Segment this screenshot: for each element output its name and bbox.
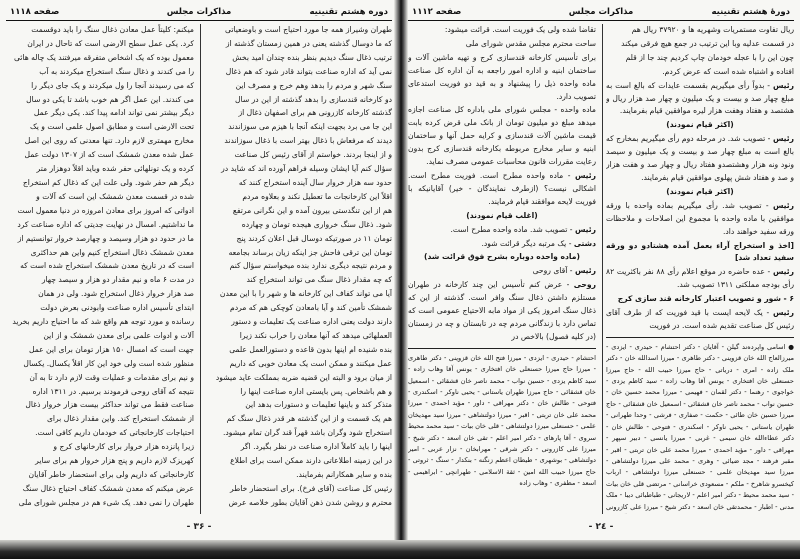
speaker-text: - تصویب شد. رأی میگیریم بماده واحده با ورقه موافقین با ماده واحده با مجموع این اصلاحات و ملاحظات ورقه سفید خواهند داد.: [606, 200, 794, 236]
text-line: را می کندند و ذغال سنگ استخراج میکردند به آب: [39, 66, 194, 76]
speaker-text: - بدواً رأی میگیریم بقسمت عایدات که بالغ است به مبلغ چهار صد و بیست و یک میلیون و چهار صد هزار ریال و هشتصد و هفتاد وهفت هزار لیره موافقین قیام بفرمایند.: [606, 80, 794, 116]
speaker-text: - تصویب شد. ماده واحده مطرح است.: [450, 224, 575, 234]
text-line: صناعت فقط می تواند حداکثر بیست هزار خروار ذغال: [25, 400, 194, 410]
text-line: تومان این ترقی فاحش جز اینکه زیان برساند بجامعه: [228, 247, 392, 257]
text-line: که می رسیدند آنجا را ول میکردند و یک جای دیگر را: [31, 80, 194, 90]
text-line: متذکر کند و باینها تعلیمات و دستورات بدهد این: [245, 400, 392, 410]
text-line: آیا می تواند کفاف این کارخانه ها و شهر را با این معدن: [219, 289, 392, 299]
page-label: صفحه ۱۱۱۲: [412, 7, 462, 17]
text-line: است که در تاریخ معدن شمشک استخراج شده است که: [20, 261, 194, 271]
text-line: دیگر بیشتر نمی تواند ادامه پیدا کند. یکی دیگر عمل: [33, 108, 194, 118]
text-line: و هم باشخاص. پس بایستی اداره صناعت اینها را: [240, 386, 392, 396]
text-line: نمی آید که اداره صناعت بتواند قادر شود که هم ذغال: [225, 66, 392, 76]
paragraph: تقاضا شده ولی یک فوریت است. قرائت میشود:: [444, 25, 596, 34]
speaker-name: دشتی: [573, 238, 596, 248]
text-line: و مردم نتیجه دیگری ندارد بنده میخواستم سؤال کنم: [229, 261, 392, 271]
text-line: احتیاجات کارخانجاتی که خودمان داریم کافی است.: [35, 428, 194, 438]
page-number: - ۲٤ -: [588, 522, 614, 532]
text-line: این جا می برد بجهت اینکه آنجا با هیزم می سوزاندند: [228, 122, 392, 132]
text-line: از میان برود و البته این قضیه ضربه بمملکت عاید میشود: [215, 372, 392, 382]
page-label: صفحه ۱۱۱۸: [10, 7, 60, 17]
publication-title: مذاکرات مجلس: [166, 7, 232, 17]
text-line: بنده شنیده ام اینها بدون قاعده و دستورالعمل علمی: [229, 344, 392, 354]
text-line: معدن شمشک ذغال استخراج کنیم واین هم حداکثری: [30, 247, 194, 257]
text-line: ادواتی که امروز برای معادن امروزه در دنیا معمول است: [17, 205, 194, 215]
speaker-paragraph: [408, 224, 596, 237]
text-line: دیدند که مرفعاش با ذغال بهتر است با ذغال سوزاندند: [224, 136, 392, 146]
text-line: که ما دوسال گذشته یعنی در همین زمستان گذشته از: [225, 38, 392, 48]
text-line: دو کارخانه قندسازی را بدهد گذشته از این در سال: [235, 94, 392, 104]
text-line: کهریزک لازم داریم و پنج هزار خروار هم برای سایر: [35, 456, 194, 466]
speaker-text: - تصویب شد. در مرحله دوم رأی میگیریم بمخارج که بالغ است به مبلغ چهار صد و بیست و یک میلیون و سیصد ونود ونه هزار وهشتصدو هفتاد ریال و چهار صد و هفت هزار و صد و هفتاد شش پهلوی موافقین قیام بفرمایند.: [606, 134, 794, 182]
text-line: کرد. یکی عمل سطح الارضی است که تاحال در ایران: [27, 38, 194, 48]
text-line: نتیجه که آقای روحی فرمودند برسیم. در ۱۳۱۱ اداره: [32, 386, 194, 396]
speaker-name: رئیس: [772, 308, 794, 318]
right-page-column-left: [408, 24, 596, 514]
text-line: عرض میکنم که معدن شمشک کفاف احتیاج ذغال سنگ: [22, 483, 194, 493]
text-line: شمشک تأمین کند و آیا بامعادن کوچکی هم که مردم: [230, 303, 392, 313]
text-line: معمول بوده که یک اشخاص متفرقه میرفتند یک چاله هائی: [13, 52, 194, 62]
speaker-text: - یک مرتبه دیگر قرائت شود.: [481, 238, 574, 248]
scan-edge-shadow: [0, 540, 800, 559]
speaker-paragraph: [606, 266, 794, 292]
text-line: العملهائی میدهد که آنها معادن را خراب نکند زیرا: [239, 330, 392, 340]
text-line: رئیس کل صناعت (آقای فرخ). برای استحضار خاطر: [230, 483, 392, 493]
stage-direction: (اکثر قیام نمودند): [666, 120, 734, 130]
right-page-columns: [408, 24, 794, 514]
session-label: دورهٔ هشتم تقنینیه: [711, 7, 790, 17]
right-page-header: [408, 6, 794, 21]
speaker-paragraph: [408, 279, 596, 344]
speaker-paragraph: [606, 307, 794, 333]
speaker-name: رئیس: [772, 80, 794, 90]
text-line: صد هزار خروار ذغال استخراج شود. ولی در همان: [38, 289, 194, 299]
text-line: تومان ۱۱ در صورتیکه دوسال قبل اعلان کردند پنج: [236, 233, 392, 243]
speaker-paragraph: [606, 200, 794, 239]
speaker-name: رئیس: [574, 170, 596, 180]
speaker-text: - ماده واحده مطرح است. فوریت مطرح است. اشکالی نیست؟ (ازطرف نمایندگان - خیر) آقایانیکه با فوریت لایحه موافقند قیام فرمایند.: [408, 170, 596, 206]
text-line: ابتدای تأسیس اداره صناعت وابودنی بعرض دولت: [40, 303, 194, 313]
text-line: جهت است که امسال ۱۵۰ هزار تومان برای این عمل: [28, 344, 194, 354]
text-line: حدود سه هزار خروار سال آینده استخراج کنند که: [238, 177, 392, 187]
text-line: تحت الارضی است و مطابق اصول علمی است و یک: [29, 122, 194, 132]
speaker-text: - عرض کنم تأسیس این چند کارخانه در طهران مستلزم داشتن ذغال سنگ وافر است. گذشته از این که ذغال سنگ امروز یکی از مواد مابه الاحتیاج عمومی است که تماس دارد با زندگانی مردم چه در تابستان و چه در زمستان (در کلیه فصول) بالاخص در: [408, 280, 596, 341]
left-page-columns: [6, 24, 392, 514]
speaker-paragraph: [408, 238, 596, 251]
speaker-paragraph: [606, 80, 794, 119]
text-line: عمل شده معدن شمشک است که از ۱۳۰۷ دولت عمل: [24, 150, 194, 160]
stage-direction: (اکثر قیام نمودند): [666, 186, 734, 196]
section-heading: ۶ - شور و تصویب اعتبار کارخانه قند سازی کرج: [617, 294, 794, 304]
text-line: از شمشک استخراج کند. واین مقدار ذغال برای: [46, 414, 194, 424]
text-line: دارند دولت یعنی اداره صناعت یک تعلیمات و دستور: [231, 317, 392, 327]
speaker-text: - عده حاضره در موقع اعلام رأی ۸۸ نفر باکثریت ۸۲ رأی بودجه مملکتی ۱۳۱۱ تصویب شد.: [606, 267, 794, 290]
text-line: آلات و ادوات علمی برای معدن شمشک و از این: [43, 330, 194, 340]
paragraph: افتاده و اشتباه شده است که عرض کردم.: [662, 66, 794, 76]
paragraph: در قسمت عدلیه وبا این ترتیب در جمع هیچ فرقی میکند: [621, 38, 794, 48]
text-line: شود. ذغال سنگ خرواری هیجده تومان و چهارده: [241, 219, 392, 229]
text-line: محترم و روشن شدن ذهن آقایان بطور خلاصه عرض: [228, 497, 392, 507]
text-line: کرده و یک تونلهائی حفر شده وباید اقلاً دوهزار متر: [36, 164, 194, 174]
speaker-name: رئیس: [772, 134, 794, 144]
text-line: سؤال کنم آیا ایشان وسیله فراهم آورده اند که شاید در: [221, 164, 392, 174]
text-line: می کندند. این عمل اگر هم خوب باشد تا یکی دو سال: [26, 94, 194, 104]
text-line: منظور شده است ولی خود این کار اقلاً یکسال. یکسال: [23, 358, 194, 368]
text-line: سنگ شهر و مردم را بدهد وهم خرج و مصرف این: [235, 80, 392, 90]
text-line: زیرا پانزده هزار خروار برای کارخانهای کرج و: [53, 442, 194, 452]
text-line: در مدت ۶ ماه و نیم مقدار دو هزار و سیصد چهار: [41, 275, 194, 285]
text-line: اینها را باید کاملاً اداره صناعت در نظر بگیرد. اگر: [240, 442, 392, 452]
column-divider: [602, 24, 603, 514]
page-number: - ۳۶ -: [186, 522, 212, 532]
text-line: استخراج شود وگران باشد قهراً قند گران تمام میشود.: [223, 428, 392, 438]
speaker-text: - یک لایحه ایست با قید فوریت که از طرف آقای رئیس کل صناعت تقدیم شده است. در فوریت: [606, 308, 794, 330]
stage-direction: (ماده واحده دوباره بشرح فوق قرائت شد): [424, 252, 580, 262]
paragraph: ساحت محترم مجلس مقدس شورای ملی: [465, 38, 596, 48]
speaker-name: رئیس: [574, 224, 596, 234]
paragraph: ماده واحده - مجلس شورای ملی باداره کل صناعت اجازه میدهد مبلغ دو میلیون تومان از بانک ملی قرض کرده بابت قیمت ماشین آلات قندسازی و کرایه حمل آنها و ساختمان ابنیه و سایر مخارج مربوطه بکارخانه قندسازی کرج بدون رعایت مقررات قانون محاسبات عمومی مصرف نماید.: [408, 105, 596, 167]
section-divider: [408, 348, 596, 349]
text-line: اقلاً این کارخانجات ما تعطیل نکند و بعلاوه مردم: [242, 191, 392, 201]
speaker-name: رئیس: [772, 267, 794, 277]
text-line: ترتیب ذغال سنگ دیدیم بنظر بنده چندان امید بخش: [232, 52, 392, 62]
stage-direction: (اغلب قیام نمودند): [466, 210, 538, 220]
section-heading: [اخذ و استخراج آراء بعمل آمده هشتادو دو ورقه سفید تعداد شد]: [606, 240, 794, 263]
text-line: در این زمینه اطلاعاتی دارند ممکن است برای اطلاع: [230, 456, 392, 466]
text-line: دیگر هم حفر شود. ولی علت این که ذغال کم استخراج: [22, 177, 194, 187]
speaker-text: - آقای روحی: [532, 266, 575, 276]
left-page-column-right: [204, 24, 392, 514]
session-label: دوره هشتم تقنینیه: [309, 7, 388, 17]
text-line: گذشته کارخانه کازرونی هم برای اصفهان ذغال از: [238, 108, 392, 118]
section-divider: [606, 337, 794, 338]
text-line: ما نداشتیم. امسال در نهایت جدیتی که اداره صناعت کرد: [17, 219, 194, 229]
text-line: و از اینجا بردند. خواستم از آقای رئیس کل صناعت: [234, 150, 392, 160]
text-line: طهران وشیراز همه جا مورد احتیاج است و باوضعیاتی: [225, 25, 392, 34]
text-line: و نیم برای مقدمات و عملیات وقت لازم دارد تا به آن: [29, 372, 194, 382]
right-page-column-right: [606, 24, 794, 514]
text-line: میکنم: کلیتاً عمل معادن ذغال سنگ را باید دوقسمت: [31, 25, 194, 34]
absentees-list: ● اسامی واپرده‌ند گیلن - آقایان - دکتر احتشام - حیدری - ایزدی - میرزالعاج الله خان قزوینی - دکتر طاهری - میرزا اسدالله خان - دکتر ملک زاده - امری - دریاتی - حاج میرزا حبیب الله - حاج میرزا حسنعلی خان افتخاری - یونس آقا وهاب زاده - سید کاظم یزدی - خواجوی - رهنما - دکتر لقمان - فهیمی - میرزا محمد حسین خان - حسین نواب - محمد ناصر خان قشقائی - اسمعیل خان قشقائی - حاج میرزا حسین خان طائی - حکمت - صفاری - فرشی - وحدا طهرانی - طهران یاستانی - یحیی ناوکر - اسکندری - فتوحی - طالش خان - دکتر عطاءالله خان سیمی - غربی - میرزا یانسی - دبیر سپهر - مهراقی - داور - مؤید احمدی - میرزا محمد علی خان تربتی - اقبر - مقبر فرهند - مجد ضیائی - وهری - محمد علی میرزا دولتشاهی - میرزا سید مهدیخان علمی - حسنعلی میرزا دولتشاهی - ارباب کیخسرو شاهرخ - ملکم - مسعودی خراسانی - مرتضی قلی خان بیات - سید محمد محیط - دکتر امیر اعلم - لاریجانی - طباطبائی دیبا - ملک مدنی - اطبار - محمدتقی خان اسعد - دکتر شیخ - میرزا علی کازرونی: [606, 342, 794, 511]
paragraph: ریال تفاوت مستمریات وشهریه ها و ۳۷۹۲۰ ریال هم: [631, 25, 794, 34]
publication-title: مذاکرات مجلس: [568, 7, 634, 17]
speaker-paragraph: [408, 265, 596, 278]
text-line: که چه مقدار ذغال سنگ می تواند استخراج کند: [246, 275, 392, 285]
speaker-name: رئیس: [772, 200, 794, 210]
absentees-list: احتشام - حیدری - ایزدی - میرزا فتح الله خان قزوینی - دکتر طاهری - میرزا حاج میرزا حسنعلی خان افتخاری - یونس آقا وهاب زاده - سید کاظم یزدی - حسین نواب - محمد ناصر خان قشقائی - اسمعیل خان قشقائی - حاج میرزا طهران یاستانی - یحیی ناوکر - اسکندری - فتوحی - طالش خان - دکتر مهراقی - داور - مؤید احمدی - میرزا محمد علی خان تربتی - اقبر - میرزا دولتشاهی - میرزا سید مهدیخان علمی - حسنعلی میرزا دولتشاهی - قلی خان بیات - سید محمد محیط سروی - آقا پارهای - دکتر امیر اعلم - تقی خان اسعد - دکتر شیخ - میرزا علی کازرونی - دکتر شرقی - مهرابخان - نزار عربی - امیر دولتشاهی - بوشهری - طیطان اعظم زنگنه - بنکدار - سنگ - ثروتی - حاج میرزا حبیب الله امین - ثقة الاسلامی - طهرانچی - ابراهیمی - اسعد - مظفری - وهاب زاده: [408, 353, 596, 488]
paragraph: برای تأسیس کارخانه قندسازی کرج و تهیه ماشین آلات و ساختمان ابنیه و اداره امور راجعه به آن اداره کل صناعت ماده واحده ذیل را پیشنهاد و به قید دو فوریت استدعای تصویب دارد.: [408, 52, 596, 101]
text-line: هم از این تنگدستی بیرون آمده و این نگرانی مرتفع: [232, 205, 392, 215]
left-page-column-left: [6, 24, 194, 514]
text-line: کارخانجاتی که داریم ولی برای استحضار خاطر آقایان: [28, 470, 194, 479]
book-gutter-shadow: [394, 0, 408, 548]
speaker-name: روحی: [573, 280, 596, 290]
text-line: بنده و سایر همکارانم بفرمایند.: [296, 470, 392, 479]
speaker-paragraph: [408, 170, 596, 209]
text-line: هم یک قسمت و از این گذشته هر قدر ذغال سنگ کم: [226, 414, 392, 424]
text-line: رسانده و مورد توجه هم واقع شد که ما احتیاج داریم بخرید: [12, 317, 194, 327]
text-line: شده در قسمت معدن شمشک این است که آلات و: [36, 191, 194, 201]
speaker-paragraph: [606, 133, 794, 185]
paragraph: چون این را با عجله خودمان چاپ کردیم چند جا از قلم: [625, 52, 794, 62]
right-page: [402, 0, 800, 540]
text-line: ما در حدود دو هزار وسیصد و چهارصد خروار توانستیم از: [17, 233, 194, 243]
text-line: طهران را نمی دهد. یک شیء هم در مجلس شورای ملی: [18, 497, 194, 507]
text-line: عمل میکنند و ممکن است یک معادن خوبی که داریم: [229, 358, 392, 368]
text-line: مخارج مهمتری لازم دارد. تنها معدنی که روی این اصل: [24, 136, 194, 146]
speaker-name: رئیس: [574, 266, 596, 276]
left-page-header: [6, 6, 392, 21]
column-divider: [200, 24, 201, 514]
left-page: [0, 0, 398, 540]
